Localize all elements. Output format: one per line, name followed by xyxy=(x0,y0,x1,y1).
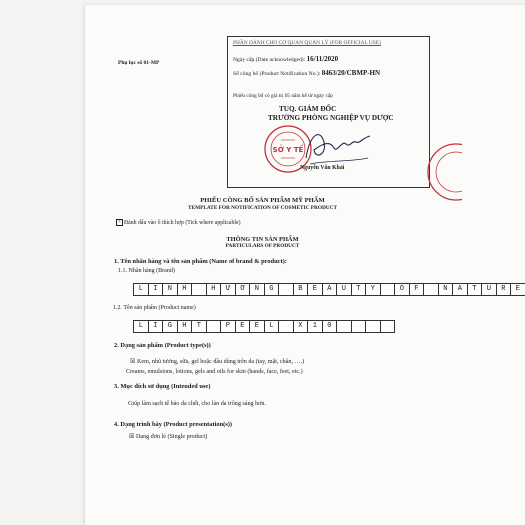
presentation-option xyxy=(129,433,207,440)
document-title-vi: PHIẾU CÔNG BỐ SẢN PHẨM MỸ PHẨM xyxy=(200,197,325,204)
char-box: Ư xyxy=(220,283,235,296)
presentation-text: Dạng đơn lẻ (Single product) xyxy=(136,434,208,440)
product-info-heading-en: PARTICULARS OF PRODUCT xyxy=(225,243,300,249)
char-box: E xyxy=(510,283,525,296)
checkbox-icon: × xyxy=(116,219,123,226)
brand-field xyxy=(134,283,525,296)
char-box: L xyxy=(264,320,279,333)
char-box: L xyxy=(133,320,148,333)
char-box: O xyxy=(394,283,409,296)
brand-label: 1.1. Nhãn hàng (Brand) xyxy=(118,268,175,274)
notification-number xyxy=(233,69,380,77)
char-box: 1 xyxy=(307,320,322,333)
char-box: G xyxy=(264,283,279,296)
char-box: F xyxy=(409,283,424,296)
char-box: A xyxy=(322,283,337,296)
char-box: H xyxy=(177,283,192,296)
char-box: N xyxy=(249,283,264,296)
char-box: Ơ xyxy=(235,283,250,296)
char-box xyxy=(380,283,395,296)
section-2-heading: 2. Dạng sản phẩm (Product type(s)) xyxy=(114,342,211,349)
char-box: I xyxy=(148,283,163,296)
date-acknowledged xyxy=(233,55,338,63)
char-box xyxy=(365,320,380,333)
char-box: T xyxy=(351,283,366,296)
char-box: X xyxy=(293,320,308,333)
char-box xyxy=(206,320,221,333)
partial-seal-icon xyxy=(422,140,462,204)
notification-number-label: Số công bố (Product Notification No.): xyxy=(233,71,321,77)
char-box: E xyxy=(307,283,322,296)
product-info-heading-vi: THÔNG TIN SẢN PHẨM xyxy=(226,236,299,243)
product-name-field xyxy=(134,320,395,333)
section-3-heading: 3. Mục đích sử dụng (Intended use) xyxy=(114,383,211,390)
char-box xyxy=(380,320,395,333)
char-box xyxy=(278,283,293,296)
char-box xyxy=(191,283,206,296)
checked-box-icon: ☒ xyxy=(130,359,136,365)
char-box: E xyxy=(235,320,250,333)
char-box: A xyxy=(452,283,467,296)
product-type-text-vi: Kem, nhũ tương, sữa, gel hoặc dầu dùng trên da (tay, mặt, chân, ….) xyxy=(137,359,305,365)
char-box: T xyxy=(467,283,482,296)
char-box: H xyxy=(206,283,221,296)
date-acknowledged-value: 16/11/2020 xyxy=(306,55,339,63)
product-type-text-en: Creams, emulsions, lotions, gels and oils for skin (hands, face, feet, etc.) xyxy=(126,369,303,375)
char-box: U xyxy=(481,283,496,296)
authorization-line: TUQ. GIÁM ĐỐC xyxy=(279,105,337,113)
intended-use-text: Giúp làm sạch tế bào da chết, cho làn da trông sáng hơn. xyxy=(128,401,266,407)
seal-text: SỞ Y TẾ xyxy=(272,146,304,154)
validity-note: Phiếu công bố có giá trị 05 năm kể từ ngày cấp xyxy=(233,93,333,99)
tick-instruction xyxy=(116,219,241,226)
department-head-line: TRƯỞNG PHÒNG NGHIỆP VỤ DƯỢC xyxy=(268,114,394,122)
char-box: N xyxy=(162,283,177,296)
char-box: E xyxy=(249,320,264,333)
date-acknowledged-label: Ngày cấp (Date acknowledged): xyxy=(233,57,306,63)
char-box: N xyxy=(438,283,453,296)
appendix-number: Phụ lục số 01-MP xyxy=(118,60,160,66)
char-box xyxy=(423,283,438,296)
char-box: U xyxy=(336,283,351,296)
char-box: Y xyxy=(365,283,380,296)
char-box: P xyxy=(220,320,235,333)
checked-box-icon: ☒ xyxy=(129,434,135,440)
char-box: G xyxy=(162,320,177,333)
char-box: T xyxy=(191,320,206,333)
signature-icon xyxy=(300,120,375,170)
section-1-heading: 1. Tên nhãn hàng và tên sản phẩm (Name of brand & product): xyxy=(114,258,287,265)
notification-number-value: 8463/20/CBMP-HN xyxy=(321,69,381,77)
char-box xyxy=(336,320,351,333)
char-box: I xyxy=(148,320,163,333)
document-title-en: TEMPLATE FOR NOTIFICATION OF COSMETIC PRODUCT xyxy=(188,205,337,211)
section-4-heading: 4. Dạng trình bày (Product presentation(s)) xyxy=(114,421,232,428)
char-box: 0 xyxy=(322,320,337,333)
char-box: H xyxy=(177,320,192,333)
char-box xyxy=(278,320,293,333)
tick-instruction-text: Đánh dấu vào ô thích hợp (Tick where applicable) xyxy=(124,219,241,226)
product-type-option xyxy=(130,358,304,365)
product-name-label: 1.2. Tên sản phẩm (Product name) xyxy=(113,305,196,311)
signer-name: Nguyễn Văn Khải xyxy=(300,165,345,171)
official-use-title: PHẦN DÀNH CHO CƠ QUAN QUẢN LÝ (FOR OFFICIAL USE) xyxy=(233,40,381,46)
char-box: R xyxy=(496,283,511,296)
char-box: B xyxy=(293,283,308,296)
char-box: L xyxy=(133,283,148,296)
char-box xyxy=(351,320,366,333)
